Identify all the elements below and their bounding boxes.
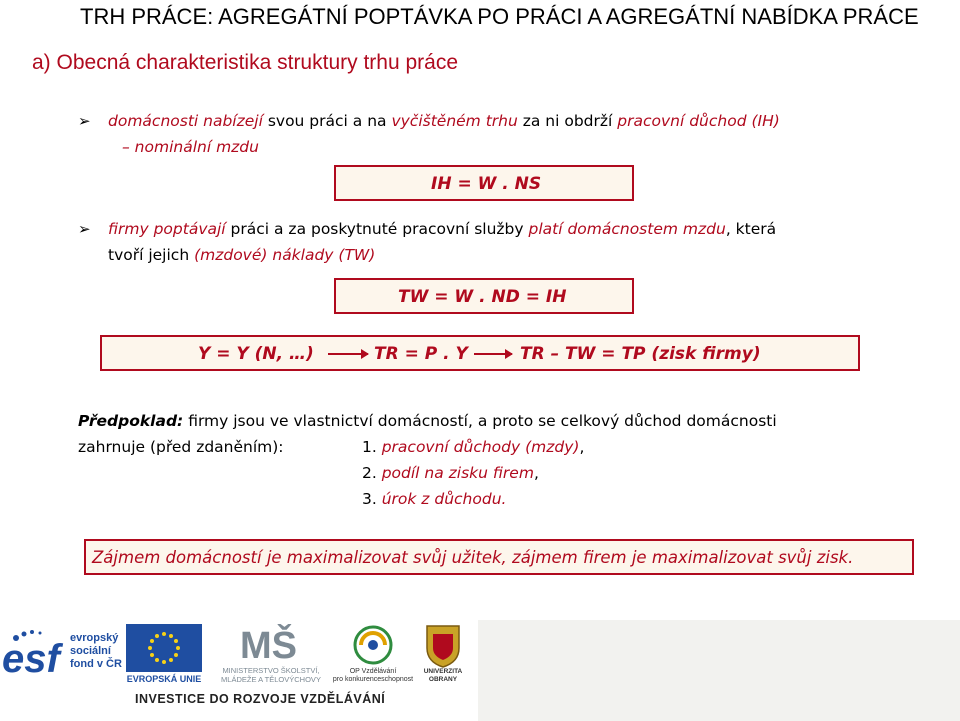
text-households-offer: domácnosti nabízejí [108, 112, 263, 130]
bullet-households [78, 108, 938, 160]
formula-production: Y = Y (N, …) [198, 344, 314, 364]
list-suffix: , [579, 438, 585, 456]
bullet-arrow-icon: ➢ [78, 220, 91, 238]
op-caption-line: OP Vzdělávání [349, 668, 397, 675]
text-wage-costs: (mzdové) náklady (TW) [194, 246, 376, 264]
formula-ih: IH = W . NS [431, 174, 542, 194]
list-item [362, 434, 584, 460]
formula-box-profit [100, 335, 860, 371]
slide-title: TRH PRÁCE: AGREGÁTNÍ POPTÁVKA PO PRÁCI A AGREGÁTNÍ NABÍDKA PRÁCE [80, 4, 919, 29]
text: svou práci a na [262, 112, 392, 130]
text: zahrnuje (před zdaněním): [78, 438, 284, 456]
text-ih: (IH) [746, 112, 780, 130]
op-caption-line: pro konkurenceschopnost [332, 676, 414, 683]
uo-caption-line: OBRANY [428, 676, 458, 683]
section-heading: a) Obecná charakteristika struktury trhu práce [32, 51, 459, 74]
text: za ni obdrží [517, 112, 618, 130]
esf-wordmark: esf [2, 637, 60, 681]
list-text: úrok z důchodu. [381, 490, 507, 508]
esf-logo [2, 626, 122, 686]
eu-logo [126, 624, 202, 686]
text-cleared-market: vyčištěném trhu [391, 112, 518, 130]
msmt-emblem-icon [240, 622, 300, 664]
esf-caption-line: evropský [70, 632, 119, 644]
list-number: 1. [362, 438, 382, 456]
text: tvoří jejich [108, 246, 195, 264]
uo-caption-line: UNIVERZITA [423, 668, 463, 675]
formula-box-ih [334, 165, 634, 201]
arrow-right-icon [474, 353, 512, 355]
investice-caption: INVESTICE DO ROZVOJE VZDĚLÁVÁNÍ [135, 692, 386, 706]
esf-caption-line: fond v ČR [70, 658, 122, 670]
formula-profit: TR – TW = TP (zisk firmy) [520, 344, 761, 364]
formula-box-tw [334, 278, 634, 314]
conclusion-box [84, 539, 914, 575]
text: , která [725, 220, 777, 238]
list-text: pracovní důchody (mzdy) [381, 438, 580, 456]
msmt-logo [212, 622, 330, 686]
footer-right-panel [478, 620, 960, 721]
conclusion-text: Zájmem domácností je maximalizovat svůj užitek, zájmem firem je maximalizovat svůj zisk. [92, 548, 854, 567]
text-pay-wages: platí domácnostem mzdu [528, 220, 726, 238]
university-shield-icon [423, 622, 463, 668]
text-firms-demand: firmy poptávají [108, 220, 226, 238]
text: firmy jsou ve vlastnictví domácností, a proto se celkový důchod domácnosti [183, 412, 777, 430]
op-logo [332, 624, 414, 686]
svg-text:MŠ: MŠ [240, 625, 297, 664]
esf-caption-line: sociální [70, 645, 111, 657]
text-labour-income: pracovní důchod [617, 112, 747, 130]
formula-tw: TW = W . ND = IH [398, 287, 567, 307]
text: práci a za poskytnuté pracovní služby [225, 220, 529, 238]
op-emblem-icon [348, 624, 398, 666]
list-number: 3. [362, 490, 382, 508]
eu-flag-icon [126, 624, 202, 672]
arrow-right-icon [328, 353, 368, 355]
bullet-arrow-icon: ➢ [78, 112, 91, 130]
msmt-caption-line: MINISTERSTVO ŠKOLSTVÍ, [222, 666, 320, 675]
formula-revenue: TR = P . Y [374, 344, 468, 364]
footer-logo-bar [0, 620, 960, 721]
list-number: 2. [362, 464, 382, 482]
bullet-firms [78, 216, 938, 268]
list-item [362, 486, 506, 512]
list-item [362, 460, 539, 486]
list-suffix: , [533, 464, 539, 482]
text-nominal-wage: – nominální mzdu [122, 138, 259, 156]
msmt-caption-line: MLÁDEŽE A TĚLOVÝCHOVY [221, 675, 321, 684]
uo-logo [418, 622, 468, 686]
assumption-label: Předpoklad: [78, 412, 184, 430]
eu-caption: EVROPSKÁ UNIE [126, 674, 202, 684]
list-text: podíl na zisku firem [381, 464, 534, 482]
